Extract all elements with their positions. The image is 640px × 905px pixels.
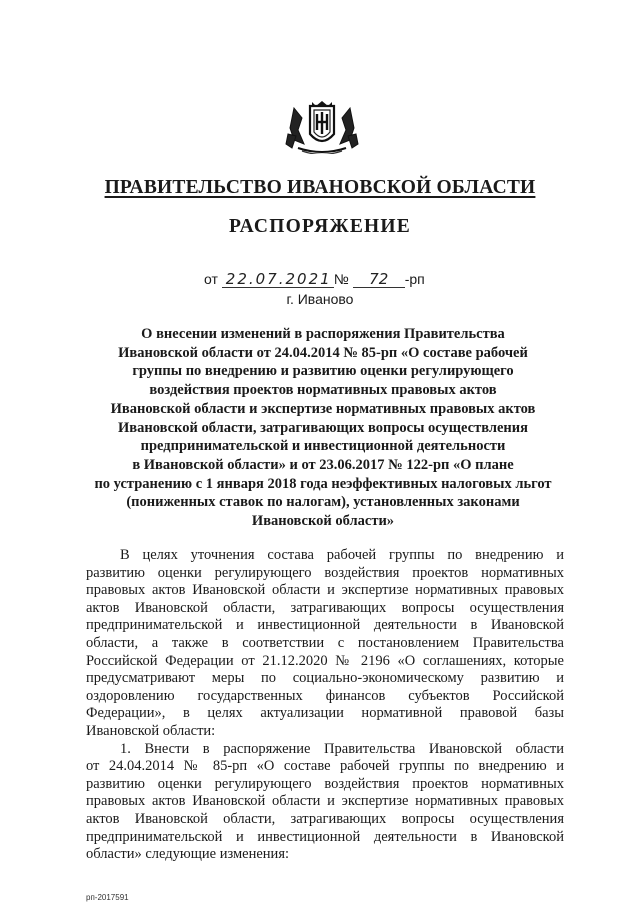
number-handwritten: 72 [353,271,405,288]
body-line: Российской Федерации от 21.12.2020 № 2196 «О соглашениях, которые [86,652,564,669]
subject-line: группы по внедрению и развитию оценки регулирующего [132,363,514,380]
number-sign: № [333,271,349,287]
body-line: актов Ивановской области, затрагивающих вопросы осуществления [86,599,564,616]
subject-line: в Ивановской области» и от 23.06.2017 № 122-рп «О плане [132,456,514,473]
subject-line: предпринимательской и инвестиционной деятельности [140,438,506,455]
date-prefix: от [204,271,218,287]
body-line: области» следующие изменения: [86,846,290,863]
subject-line: (пониженных ставок по налогам), установленных законами [126,494,520,511]
body-line: правовых актов Ивановской области и экспертизе нормативных правовых [86,582,564,599]
subject-line: воздействия проектов нормативных правовых актов [149,382,497,399]
subject-line: по устранению с 1 января 2018 года неэффективных налоговых льгот [94,475,552,492]
coat-of-arms-emblem [284,100,360,154]
subject-line: Ивановской области» [251,513,395,530]
body-line: оздоровлению государственных финансов субъектов Российской [86,687,564,704]
body-line: развитию оценки регулирующего воздействия проектов нормативных [86,775,564,792]
body-line: 1. Внести в распоряжение Правительства Ивановской области [120,740,564,757]
number-suffix: -рп [404,271,425,287]
body-line: правовых актов Ивановской области и экспертизе нормативных правовых [86,793,564,810]
body-line: от 24.04.2014 № 85-рп «О составе рабочей группы по внедрению и [86,758,564,775]
subject-line: О внесении изменений в распоряжения Правительства [141,326,505,342]
document-type-title: РАСПОРЯЖЕНИЕ [229,216,411,237]
date-handwritten: 22.07.2021 [222,271,334,288]
body-line: Ивановской области: [86,722,216,739]
body-line: области, а также в соответствии с постановлением Правительства [86,634,564,651]
subject-line: Ивановской области и экспертизе нормативных правовых актов [110,400,536,417]
date-number-line [204,271,464,288]
body-line: предусматривают меры по социально-экономическому развитию и [86,670,564,687]
subject-line: Ивановской области от 24.04.2014 № 85-рп «О составе рабочей [118,344,528,361]
body-line: предпринимательской и инвестиционной деятельности в Ивановской [86,617,564,634]
item-1-paragraph [86,741,564,864]
body-line: актов Ивановской области, затрагивающих вопросы осуществления [86,810,564,827]
body-line: Федерации», в целях актуализации нормативной правовой базы [86,705,564,722]
document-body [86,547,564,864]
body-line: предпринимательской и инвестиционной деятельности в Ивановской [86,828,564,845]
preamble-paragraph [86,547,564,741]
body-line: развитию оценки регулирующего воздействия проектов нормативных [86,564,564,581]
government-title: ПРАВИТЕЛЬСТВО ИВАНОВСКОЙ ОБЛАСТИ [104,177,536,198]
city-name: г. Иваново [286,291,354,307]
document-code: рп-2017591 [86,893,129,902]
body-line: В целях уточнения состава рабочей группы по внедрению и [120,547,564,563]
document-subject [88,325,558,531]
subject-line: Ивановской области, затрагивающих вопросы осуществления [118,419,528,436]
